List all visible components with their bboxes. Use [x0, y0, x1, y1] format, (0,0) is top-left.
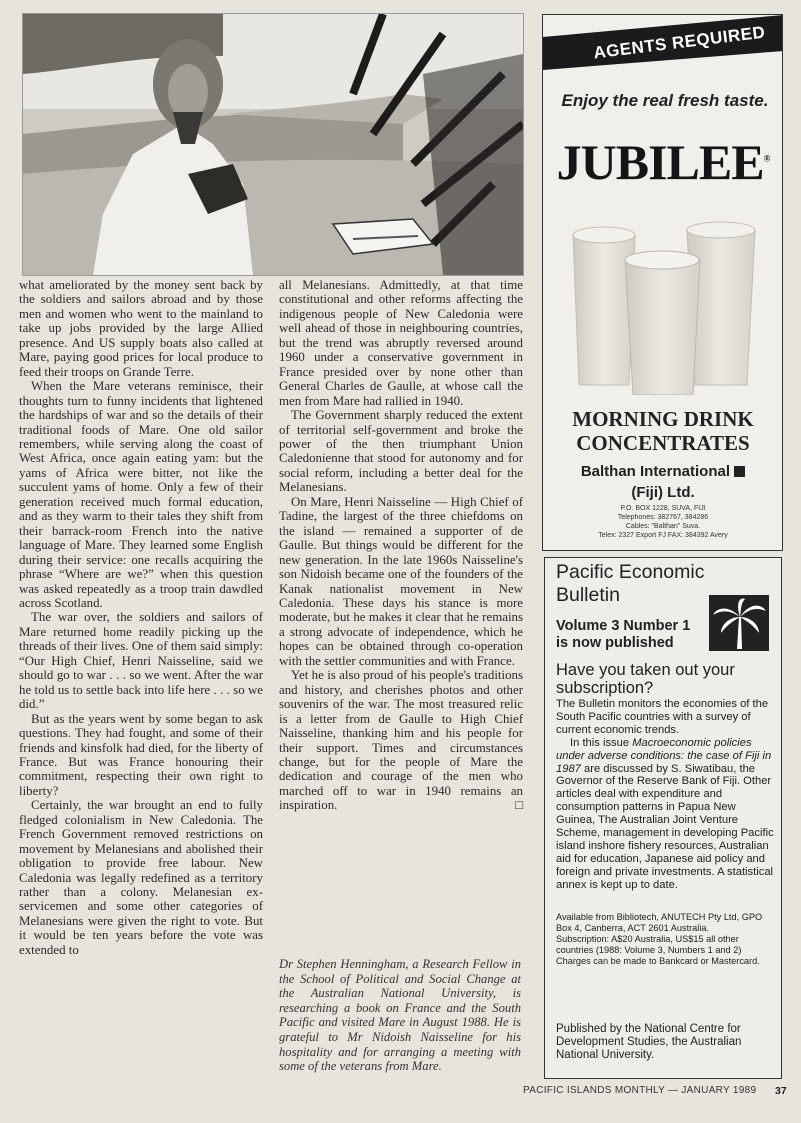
veteran-beach-photo	[23, 14, 523, 275]
headline-line-2: CONCENTRATES	[576, 431, 750, 455]
ad-headline	[551, 407, 775, 455]
company-line-2: (Fiji) Ltd.	[631, 484, 695, 501]
volume-notice	[556, 618, 690, 652]
paragraph: But as the years went by some began to ask questions. They had fought, and some of their friends and kinsfolk had died, for the liberty of France. But was France honouring their commitment, respecting their own right to liberty?	[19, 711, 263, 798]
company-name	[551, 461, 775, 503]
title-line-2: Bulletin	[556, 584, 620, 606]
description-paragraph	[556, 737, 774, 892]
agents-required-banner: AGENTS REQUIRED	[592, 22, 767, 63]
article-column-1	[19, 278, 263, 957]
article-photo	[22, 13, 524, 276]
company-address: P.O. BOX 1228, SUVA, FIJI	[620, 505, 706, 512]
registered-mark: ®	[763, 153, 770, 164]
paragraph	[279, 668, 523, 813]
paragraph: When the Mare veterans reminisce, their thoughts turn to funny incidents that lightened the hardships of war and so the details of their traditional foods of Mare. One old sailor remembers, while serving along the coast of West Africa, once again eating yam: but the yams of Africa were bitter, not like the succulent yams of home. Only a few of their generation received much formal education, and as they warm to their tales they shift from their barrack-room French into the native language of Mare. They learned some English during their service: one recalls acquiring the phrase “Where are we?” when this question was asked repeatedly as a troop train dawdled across Scotland.	[19, 379, 263, 610]
jubilee-logo	[553, 133, 773, 191]
paragraph: what ameliorated by the money sent back by the soldiers and sailors abroad and by those men and women who went to the mainland to take up jobs provided by the large Allied presence. And US supply boats also called at Mare, paying good prices for local produce to feed their troops on Grande Terre.	[19, 278, 263, 379]
company-telephones: Telephones: 382767, 384286	[617, 514, 709, 521]
company-cables: Cables: "Balthan" Suva.	[625, 523, 701, 530]
headline-line-1: MORNING DRINK	[572, 407, 754, 431]
paragraph: Certainly, the war brought an end to fully fledged colonialism in New Caledonia. The French Government removed restrictions on movement by Melanesians and abolished their obligation to provide free labour. New Caledonia was legally redefined as a territory rather than a colony. Melanesian ex-servicemen and some other categories of Melanesians were given the right to vote. But it would be ten years before the vote was extended to	[19, 798, 263, 957]
bulletin-advertisement	[544, 557, 782, 1079]
page-number: 37	[775, 1085, 787, 1097]
title-line-1: Pacific Economic	[556, 561, 705, 583]
availability-line: Available from Bibliotech, ANUTECH Pty Ltd, GPO Box 4, Canberra, ACT 2601 Australia.	[556, 912, 763, 933]
text-run: are discussed by S. Siwatibau, the Governor of the Reserve Bank of Fiji. Other articles deal with expenditure and consumption patterns in Papua New Guinea, The Australian Joint Venture Scheme, management in developing Pacific island inshore fishery resources, Australian aid for education, Japanese aid policy and foreign and private investments. A statistical annex is kept up to date.	[556, 762, 774, 891]
description-paragraph: The Bulletin monitors the economies of the South Pacific countries with a survey of current economic trends.	[556, 698, 769, 736]
brand-name: JUBILEE	[556, 134, 764, 190]
paragraph-text: Yet he is also proud of his people's traditions and history, and cherishes photos and other souvenirs of the war. The most treasured relic is a letter from de Gaulle to High Chief Naisseline, thanking him and his people for their support. Times and circumstances change, but for the people of Mare the dedication and courage of the men who marched off to war in 1940 remains an inspiration.	[279, 668, 523, 813]
bulletin-description	[556, 698, 774, 892]
subscription-price: Subscription: A$20 Australia, US$15 all other countries (1988: Volume 3, Numbers 1 and 2)	[556, 934, 742, 955]
paragraph: all Melanesians. Admittedly, at that time constitutional and other reforms affecting the indigenous people of New Caledonia were well ahead of those in neighbouring countries, but the trend was abruptly reversed around 1960 under a conservative government in France presided over by none other than General Charles de Gaulle, at whose call the men from Mare had rallied in 1940.	[279, 278, 523, 408]
article-title-italic: Macroeconomic policies under adverse conditions: the case of Fiji in 1987	[556, 736, 772, 775]
company-contact	[551, 504, 775, 540]
author-byline: Dr Stephen Henningham, a Research Fellow in the School of Political and Social Change at the Australian National University, is researching a book on France and the South Pacific and visited Mare in August 1988. He is grateful to Mr Nidoish Naisseline for his hospitality and for arranging a meeting with some of the veterans from Mare.	[279, 957, 521, 1074]
text-run: In this issue	[570, 736, 633, 749]
company-telex: Telex: 2327 Export FJ FAX: 384392 Avery	[598, 532, 728, 539]
availability-info	[556, 912, 774, 967]
ad-tagline: Enjoy the real fresh taste.	[561, 91, 769, 110]
bulletin-title	[556, 561, 704, 607]
payment-info: Charges can be made to Bankcard or Mastercard.	[556, 956, 760, 966]
drink-glasses-illustration	[555, 205, 770, 395]
jubilee-advertisement	[542, 14, 783, 551]
company-logo-icon	[734, 466, 745, 477]
end-mark-icon: □	[515, 798, 523, 813]
paragraph: The war over, the soldiers and sailors of Mare returned home readily picking up the threads of their lives. One of them said simply: “Our High Chief, Henri Naisseline, said we should go to war . . . so we went. After the war he told us to settle back into life here . . . so we did.”	[19, 610, 263, 712]
company-line-1: Balthan International	[580, 463, 730, 480]
paragraph: On Mare, Henri Naisseline — High Chief of Tadine, the largest of the three chiefdoms on the island — remained a supporter of de Gaulle. But things would be different for the new generation. In the late 1960s Naisseline's son Nidoish became one of the founders of the Kanak nationalist movement in New Caledonia. These days his stance is more moderate, but he makes it clear that he remains a strong advocate of independence, which he hopes can be obtained through co-operation with the settler communities and with France.	[279, 494, 523, 668]
subscription-question: Have you taken out your subscription?	[556, 661, 735, 697]
palm-tree-icon	[709, 595, 769, 651]
volume-line-2: is now published	[556, 635, 674, 651]
paragraph: The Government sharply reduced the extent of territorial self-government and broke the power of the then triumphant Union Caledonienne that stood for autonomy and for social reform, including a better deal for the Melanesians.	[279, 408, 523, 495]
volume-line-1: Volume 3 Number 1	[556, 618, 691, 634]
publisher-info: Published by the National Centre for Development Studies, the Australian National University.	[556, 1023, 742, 1061]
publication-footer: PACIFIC ISLANDS MONTHLY — JANUARY 1989	[523, 1085, 757, 1096]
article-column-2	[279, 278, 523, 813]
